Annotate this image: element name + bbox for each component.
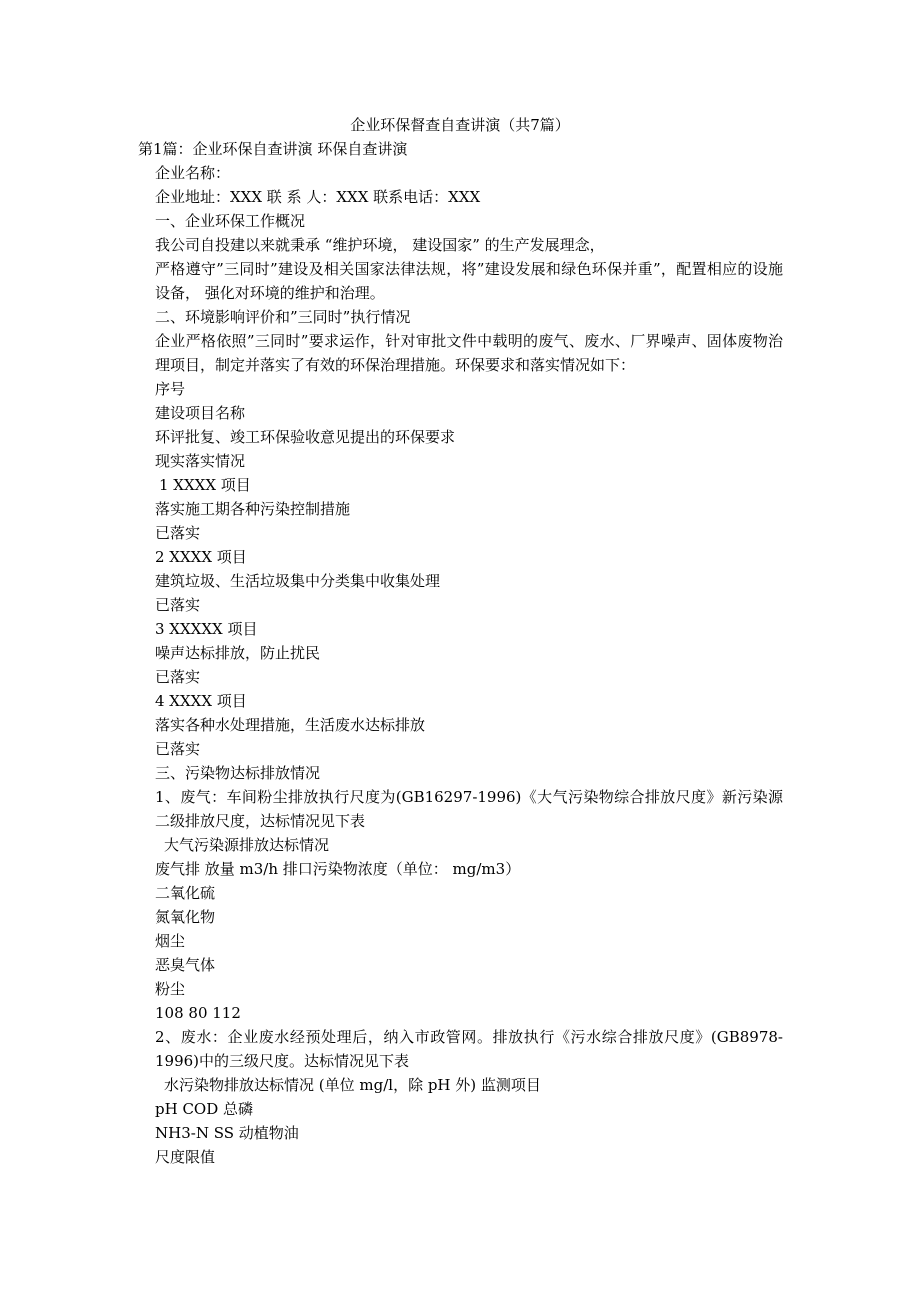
paragraph-wrapped: 2、废水：企业废水经预处理后，纳入市政管网。排放执行《污水综合排放尺度》(GB8978-1996)中的三级尺度。达标情况见下表 xyxy=(155,1028,783,1070)
table-cell: 建筑垃圾、生活垃圾集中分类集中收集处理 xyxy=(155,572,441,590)
table-cell: 4 XXXX 项目 xyxy=(155,692,247,710)
paragraph-line: 我公司自投建以来就秉承 “维护环境， 建设国家” 的生产发展理念， xyxy=(155,236,605,254)
company-name-line: 企业名称： xyxy=(155,164,231,182)
table-cell: 2 XXXX 项目 xyxy=(155,548,247,566)
table-header-cell: 环评批复、竣工环保验收意见提出的环保要求 xyxy=(155,428,456,446)
table-cell: 粉尘 xyxy=(155,980,186,998)
table-cell: 落实施工期各种污染控制措施 xyxy=(155,500,351,518)
table-header-cell: 现实落实情况 xyxy=(155,452,246,470)
table-cell: 已落实 xyxy=(155,740,201,758)
section-heading-2: 二、环境影响评价和”三同时”执行情况 xyxy=(155,308,411,326)
section-heading-1: 一、企业环保工作概况 xyxy=(155,212,306,230)
table-cell: 已落实 xyxy=(155,668,201,686)
table-cell: pH COD 总磷 xyxy=(155,1100,254,1118)
table-cell: 氮氧化物 xyxy=(155,908,216,926)
table-caption: 大气污染源排放达标情况 xyxy=(164,836,330,854)
chapter-heading: 第1篇：企业环保自查讲演 环保自查讲演 xyxy=(138,140,408,158)
table-cell: 已落实 xyxy=(155,596,201,614)
document-title: 企业环保督查自查讲演（共7篇） xyxy=(350,116,570,134)
section-heading-3: 三、污染物达标排放情况 xyxy=(155,764,321,782)
table-header-cell: 序号 xyxy=(155,380,186,398)
table-cell: 烟尘 xyxy=(155,932,186,950)
table-cell: 108 80 112 xyxy=(155,1004,241,1022)
table-header-cell: 建设项目名称 xyxy=(155,404,246,422)
table-cell: NH3-N SS 动植物油 xyxy=(155,1124,299,1142)
table-cell: 尺度限值 xyxy=(155,1148,216,1166)
table-cell: 已落实 xyxy=(155,524,201,542)
table-caption: 水污染物排放达标情况 (单位 mg/l，除 pH 外) 监测项目 xyxy=(164,1076,541,1094)
table-cell: 噪声达标排放，防止扰民 xyxy=(155,644,321,662)
table-cell: 1 XXXX 项目 xyxy=(159,476,251,494)
table-cell: 3 XXXXX 项目 xyxy=(155,620,258,638)
table-cell: 二氧化硫 xyxy=(155,884,216,902)
company-address-line: 企业地址：XXX 联 系 人：XXX 联系电话：XXX xyxy=(155,188,481,206)
document-body xyxy=(138,137,783,1169)
paragraph-wrapped: 企业严格依照”三同时”要求运作，针对审批文件中载明的废气、废水、厂界噪声、固体废物治理项目，制定并落实了有效的环保治理措施。环保要求和落实情况如下： xyxy=(155,332,783,374)
paragraph-wrapped: 1、废气：车间粉尘排放执行尺度为(GB16297-1996)《大气污染物综合排放尺度》新污染源二级排放尺度，达标情况见下表 xyxy=(155,788,783,830)
table-header-cell: 废气排 放量 m3/h 排口污染物浓度（单位： mg/m3） xyxy=(155,860,521,878)
table-cell: 落实各种水处理措施，生活废水达标排放 xyxy=(155,716,426,734)
paragraph-wrapped: 严格遵守”三同时”建设及相关国家法律法规，将”建设发展和绿色环保并重”，配置相应的设施设备， 强化对环境的维护和治理。 xyxy=(155,260,783,302)
table-cell: 恶臭气体 xyxy=(155,956,216,974)
